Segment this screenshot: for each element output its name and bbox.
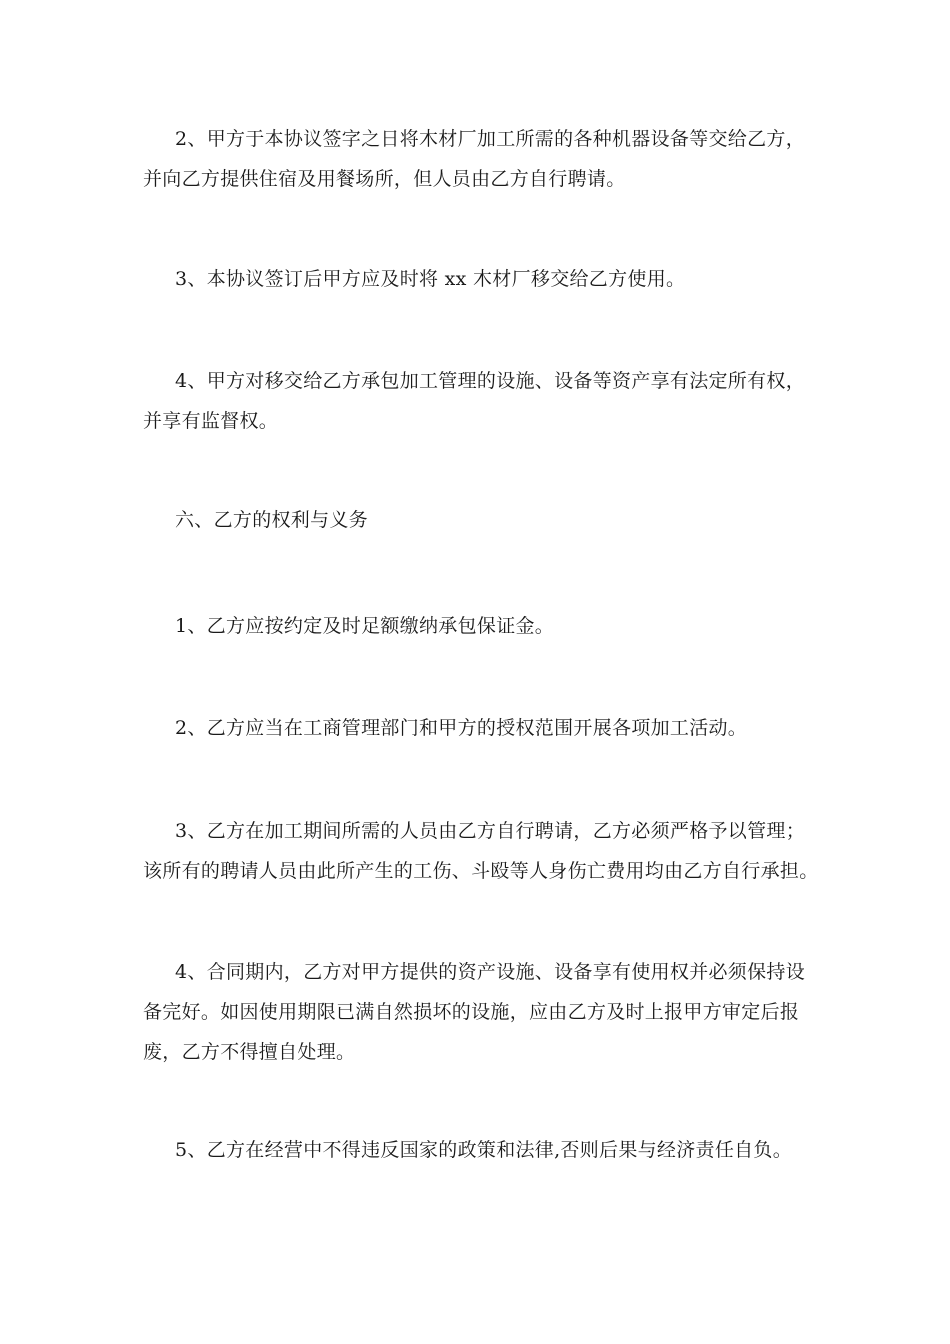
paragraph-party-a-item-4 (143, 361, 808, 441)
paragraph-line: 4、合同期内，乙方对甲方提供的资产设施、设备享有使用权并必须保持设 (175, 961, 805, 983)
paragraph-party-b-item-5: 5、乙方在经营中不得违反国家的政策和法律,否则后果与经济责任自负。 (175, 1139, 793, 1161)
paragraph-party-b-item-3 (143, 811, 819, 891)
paragraph-line: 2、甲方于本协议签字之日将木材厂加工所需的各种机器设备等交给乙方， (175, 128, 805, 150)
paragraph-party-b-item-2: 2、乙方应当在工商管理部门和甲方的授权范围开展各项加工活动。 (175, 717, 748, 739)
paragraph-party-a-item-3: 3、本协议签订后甲方应及时将 xx 木材厂移交给乙方使用。 (175, 268, 686, 290)
paragraph-line: 废，乙方不得擅自处理。 (143, 1041, 356, 1063)
paragraph-line: 并向乙方提供住宿及用餐场所，但人员由乙方自行聘请。 (143, 168, 626, 190)
paragraph-line: 4、甲方对移交给乙方承包加工管理的设施、设备等资产享有法定所有权， (175, 370, 805, 392)
section-heading-party-b: 六、乙方的权利与义务 (175, 509, 369, 531)
paragraph-party-b-item-4 (143, 952, 808, 1072)
paragraph-party-a-item-2 (143, 119, 808, 199)
paragraph-line: 该所有的聘请人员由此所产生的工伤、斗殴等人身伤亡费用均由乙方自行承担。 (143, 860, 819, 882)
paragraph-line: 备完好。如因使用期限已满自然损坏的设施，应由乙方及时上报甲方审定后报 (143, 1001, 800, 1023)
paragraph-line: 3、乙方在加工期间所需的人员由乙方自行聘请，乙方必须严格予以管理； (175, 820, 805, 842)
paragraph-party-b-item-1: 1、乙方应按约定及时足额缴纳承包保证金。 (175, 615, 555, 637)
paragraph-line: 并享有监督权。 (143, 410, 279, 432)
